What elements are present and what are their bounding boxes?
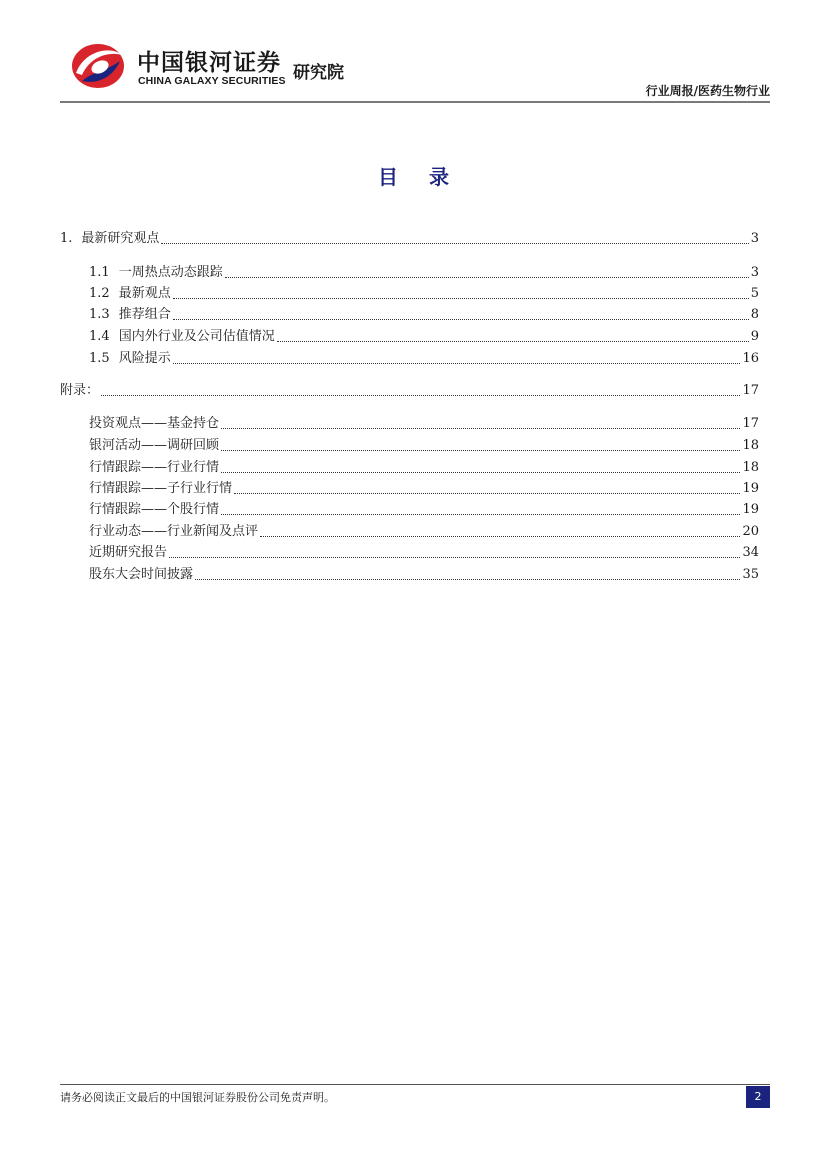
toc-entry[interactable] [89, 437, 759, 455]
toc-entry-label [89, 501, 219, 519]
toc-entry[interactable] [60, 230, 759, 248]
toc-dot-leader [234, 493, 740, 494]
toc-entry-text: 近期研究报告 [89, 545, 168, 560]
toc-entry[interactable] [89, 306, 759, 324]
toc-entry-number: 1.2 [89, 286, 110, 301]
toc-entry[interactable] [89, 350, 759, 368]
toc-entry[interactable] [89, 523, 759, 541]
institute-label: 研究院 [293, 63, 344, 83]
toc-entry-number: 1. [60, 231, 73, 246]
toc-entry-label [89, 459, 219, 477]
toc-entry-label [89, 285, 171, 303]
toc-entry-text: 附录： [60, 383, 100, 398]
toc-entry-text: 行情跟踪——个股行情 [89, 502, 220, 517]
toc-dot-leader [173, 363, 741, 364]
toc-entry-text: 行情跟踪——子行业行情 [89, 481, 233, 496]
toc-entry-label [89, 264, 223, 282]
toc-dot-leader [277, 341, 749, 342]
toc-entry-label [89, 544, 167, 562]
toc-dot-leader [173, 319, 749, 320]
toc-dot-leader [161, 243, 748, 244]
toc-entry[interactable] [89, 328, 759, 346]
toc-dot-leader [173, 298, 749, 299]
page-header [60, 40, 770, 102]
toc-entry[interactable] [89, 544, 759, 562]
toc-dot-leader [221, 428, 740, 429]
toc-entry[interactable] [89, 285, 759, 303]
toc-entry-label [89, 437, 219, 455]
page-number: 2 [746, 1086, 770, 1108]
toc-entry-number: 1.5 [89, 351, 110, 366]
header-divider [60, 101, 770, 103]
toc-entry-page: 19 [742, 481, 759, 496]
toc-entry-label [89, 306, 171, 324]
logo-text-cn: 中国银河证券 [137, 50, 281, 76]
toc-entry-page: 19 [742, 502, 759, 517]
footer-disclaimer: 请务必阅读正文最后的中国银河证券股份公司免责声明。 [60, 1091, 335, 1104]
toc-entry-text: 最新观点 [118, 286, 171, 301]
toc-dot-leader [221, 514, 740, 515]
toc-entry-text: 一周热点动态跟踪 [118, 265, 223, 280]
toc-entry-page: 35 [742, 567, 759, 582]
toc-entry-page: 34 [742, 545, 759, 560]
toc-dot-leader [169, 557, 740, 558]
toc-entry-label [89, 523, 258, 541]
toc-entry-number: 1.3 [89, 307, 110, 322]
toc-entry-page: 18 [742, 438, 759, 453]
toc-entry-number: 1.1 [89, 265, 110, 280]
toc-entry[interactable] [89, 480, 759, 498]
toc-entry-page: 17 [742, 383, 759, 398]
toc-entry-text: 国内外行业及公司估值情况 [118, 329, 275, 344]
report-category: 行业周报/医药生物行业 [645, 84, 770, 98]
toc-entry-page: 17 [742, 416, 759, 431]
toc-entry-label [89, 350, 171, 368]
toc-entry-label [89, 328, 275, 346]
toc-entry-label [60, 230, 159, 248]
toc-entry-text: 行业动态——行业新闻及点评 [89, 524, 259, 539]
toc-entry-text: 银河活动——调研回顾 [89, 438, 220, 453]
toc-title: 目 录 [378, 165, 461, 189]
toc-entry-text: 投资观点——基金持仓 [89, 416, 220, 431]
toc-entry-page: 18 [742, 460, 759, 475]
toc-entry-text: 推荐组合 [118, 307, 171, 322]
toc-entry-label [89, 566, 193, 584]
footer-divider [60, 1084, 770, 1085]
toc-entry[interactable] [89, 459, 759, 477]
toc-entry[interactable] [89, 264, 759, 282]
toc-dot-leader [221, 472, 740, 473]
toc-entry[interactable] [60, 382, 759, 400]
toc-entry-label [60, 382, 99, 400]
galaxy-logo-icon [70, 41, 126, 91]
toc-entry[interactable] [89, 566, 759, 584]
toc-entry-page: 20 [742, 524, 759, 539]
toc-entry[interactable] [89, 415, 759, 433]
toc-entry-label [89, 480, 232, 498]
toc-dot-leader [260, 536, 740, 537]
toc-entry-page: 8 [750, 307, 759, 322]
toc-dot-leader [221, 450, 740, 451]
toc-entry-text: 行情跟踪——行业行情 [89, 460, 220, 475]
toc-entry-page: 5 [750, 286, 759, 301]
toc-entry-text: 最新研究观点 [81, 231, 160, 246]
toc-entry[interactable] [89, 501, 759, 519]
toc-entry-page: 3 [750, 265, 759, 280]
logo-text-en: CHINA GALAXY SECURITIES [138, 75, 286, 87]
toc-dot-leader [195, 579, 740, 580]
toc-entry-page: 16 [742, 351, 759, 366]
toc-entry-label [89, 415, 219, 433]
toc-dot-leader [225, 277, 749, 278]
toc-entry-page: 3 [750, 231, 759, 246]
toc-entry-text: 股东大会时间披露 [89, 567, 194, 582]
toc-dot-leader [101, 395, 740, 396]
toc-entry-page: 9 [750, 329, 759, 344]
toc-entry-text: 风险提示 [118, 351, 171, 366]
toc-entry-number: 1.4 [89, 329, 110, 344]
